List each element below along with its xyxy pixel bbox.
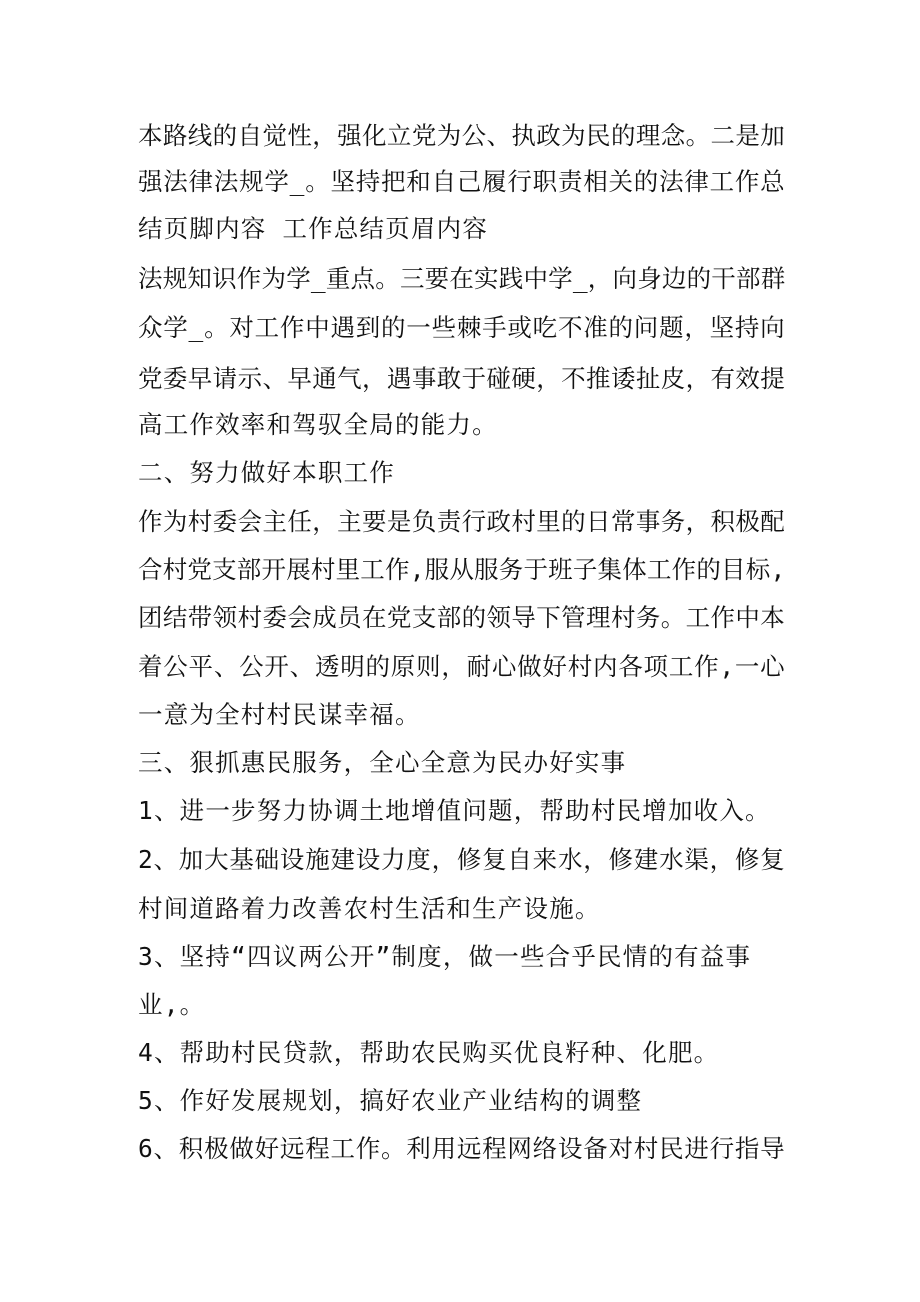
text-line: 团结带领村委会成员在党支部的领导下管理村务。工作中本 <box>138 603 786 632</box>
text-line: 着公平、公开、透明的原则，耐心做好村内各项工作,一心 <box>138 652 786 681</box>
list-item: 1、进一步努力协调土地增值问题，帮助村民增加收入。 <box>138 796 771 825</box>
text-line: 一意为全村村民谋幸福。 <box>138 700 421 729</box>
list-item: 4、帮助村民贷款，帮助农民购买优良籽种、化肥。 <box>138 1038 720 1067</box>
section-heading: 三、狠抓惠民服务，全心全意为民办好实事 <box>138 748 627 777</box>
text-line: 本路线的自觉性，强化立党为公、执政为民的理念。二是加 <box>138 121 786 150</box>
text-line: 业,。 <box>138 990 206 1019</box>
list-item: 3、坚持“四议两公开”制度，做一些合乎民情的有益事 <box>138 942 752 971</box>
list-item: 2、加大基础设施建设力度，修复自来水，修建水渠，修复 <box>138 845 786 874</box>
text-line: 党委早请示、早通气，遇事敢于碰硬，不推诿扯皮，有效提 <box>138 364 786 393</box>
text-line: 高工作效率和驾驭全局的能力。 <box>138 410 498 439</box>
text-line: 强法律法规学_。坚持把和自己履行职责相关的法律工作总 <box>138 167 786 196</box>
text-line: 法规知识作为学_重点。三要在实践中学_，向身边的干部群 <box>138 264 786 293</box>
list-item: 5、作好发展规划，搞好农业产业结构的调整 <box>138 1086 643 1115</box>
section-heading: 二、努力做好本职工作 <box>138 458 395 487</box>
text-line: 合村党支部开展村里工作,服从服务于班子集体工作的目标, <box>138 555 786 584</box>
text-line: 村间道路着力改善农村生活和生产设施。 <box>138 894 601 923</box>
text-line: 众学_。对工作中遇到的一些棘手或吃不准的问题，坚持向 <box>138 313 786 342</box>
text-line: 作为村委会主任，主要是负责行政村里的日常事务，积极配 <box>138 507 786 536</box>
list-item: 6、积极做好远程工作。利用远程网络设备对村民进行指导 <box>138 1134 786 1163</box>
text-line: 结页脚内容 工作总结页眉内容 <box>138 214 489 243</box>
